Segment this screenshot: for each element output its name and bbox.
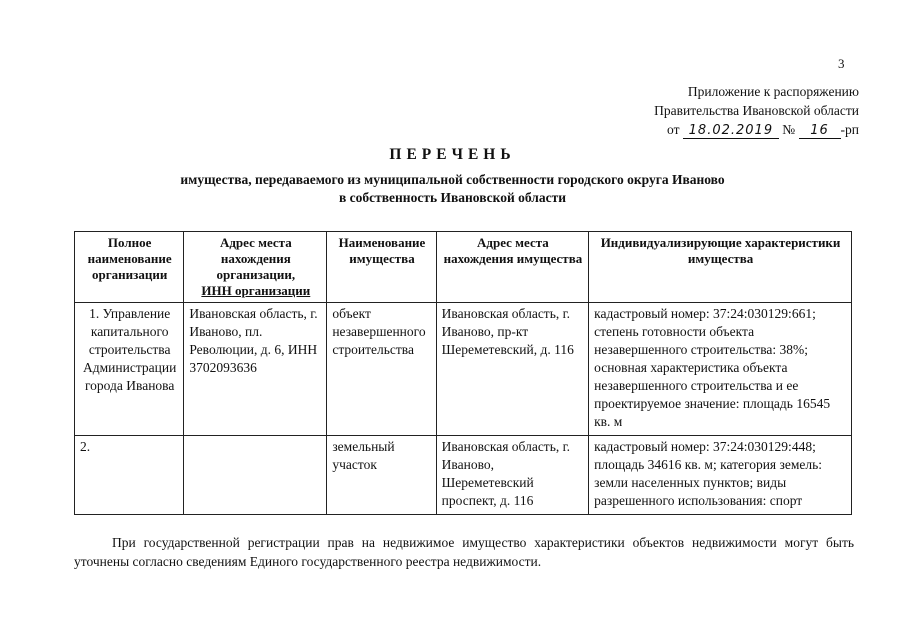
cell-property-address: Ивановская область, г. Иваново, пр-кт Шереметевский, д. 116 — [436, 303, 588, 436]
table-row — [75, 436, 852, 515]
cell-organization-address: Ивановская область, г. Иваново, пл. Революции, д. 6, ИНН 3702093636 — [184, 303, 327, 436]
handwritten-number: 16 — [799, 124, 841, 139]
cell-organization-address — [184, 436, 327, 515]
table-row — [75, 303, 852, 436]
cell-property-name: объект незавершенного строительства — [327, 303, 436, 436]
subtitle-line-1: имущества, передаваемого из муниципальной собственности городского округа Иваново — [180, 172, 725, 187]
cell-characteristics: кадастровый номер: 37:24:030129:661; степень готовности объекта незавершенного строительства: 38%; основная характеристика объекта незавершенного строительства и ее проектируемое значение: площадь 16545 кв. м — [589, 303, 852, 436]
appendix-line-2: Правительства Ивановской области — [654, 103, 859, 118]
header-organization-address — [184, 232, 327, 303]
cell-organization: 2. — [75, 436, 184, 515]
document-title: ПЕРЕЧЕНЬ — [389, 146, 516, 163]
handwritten-date: 18.02.2019 — [683, 124, 779, 139]
subtitle-line-2: в собственность Ивановской области — [338, 190, 567, 205]
header-organization-address-text: Адрес места нахождения организации, — [216, 235, 296, 282]
property-table — [74, 231, 852, 515]
cell-organization: 1. Управление капитального строительства Администрации города Иванова — [75, 303, 184, 436]
title-block — [0, 146, 905, 207]
appendix-line-3 — [654, 120, 859, 139]
from-label: от — [667, 122, 680, 137]
page-number: 3 — [838, 56, 845, 71]
header-organization: Полное наименование организации — [75, 232, 184, 303]
header-inn: ИНН организации — [201, 283, 311, 298]
header-characteristics: Индивидуализирующие характеристики имущества — [589, 232, 852, 303]
document-subtitle — [0, 171, 905, 207]
table-header-row — [75, 232, 852, 303]
cell-property-address: Ивановская область, г. Иваново, Шереметевский проспект, д. 116 — [436, 436, 588, 515]
cell-property-name: земельный участок — [327, 436, 436, 515]
cell-characteristics: кадастровый номер: 37:24:030129:448; площадь 34616 кв. м; категория земель: земли населенных пунктов; виды разрешенного использования: спорт — [589, 436, 852, 515]
appendix-line-1: Приложение к распоряжению — [687, 84, 859, 99]
footnote-paragraph: При государственной регистрации прав на недвижимое имущество характеристики объектов недвижимости могут быть уточнены согласно сведениям Единого государственного реестра недвижимости. — [74, 535, 854, 569]
header-property-address: Адрес места нахождения имущества — [436, 232, 588, 303]
number-label: № — [782, 122, 796, 137]
number-suffix: -рп — [840, 122, 859, 137]
header-property-name: Наименование имущества — [327, 232, 436, 303]
appendix-header — [654, 82, 859, 139]
